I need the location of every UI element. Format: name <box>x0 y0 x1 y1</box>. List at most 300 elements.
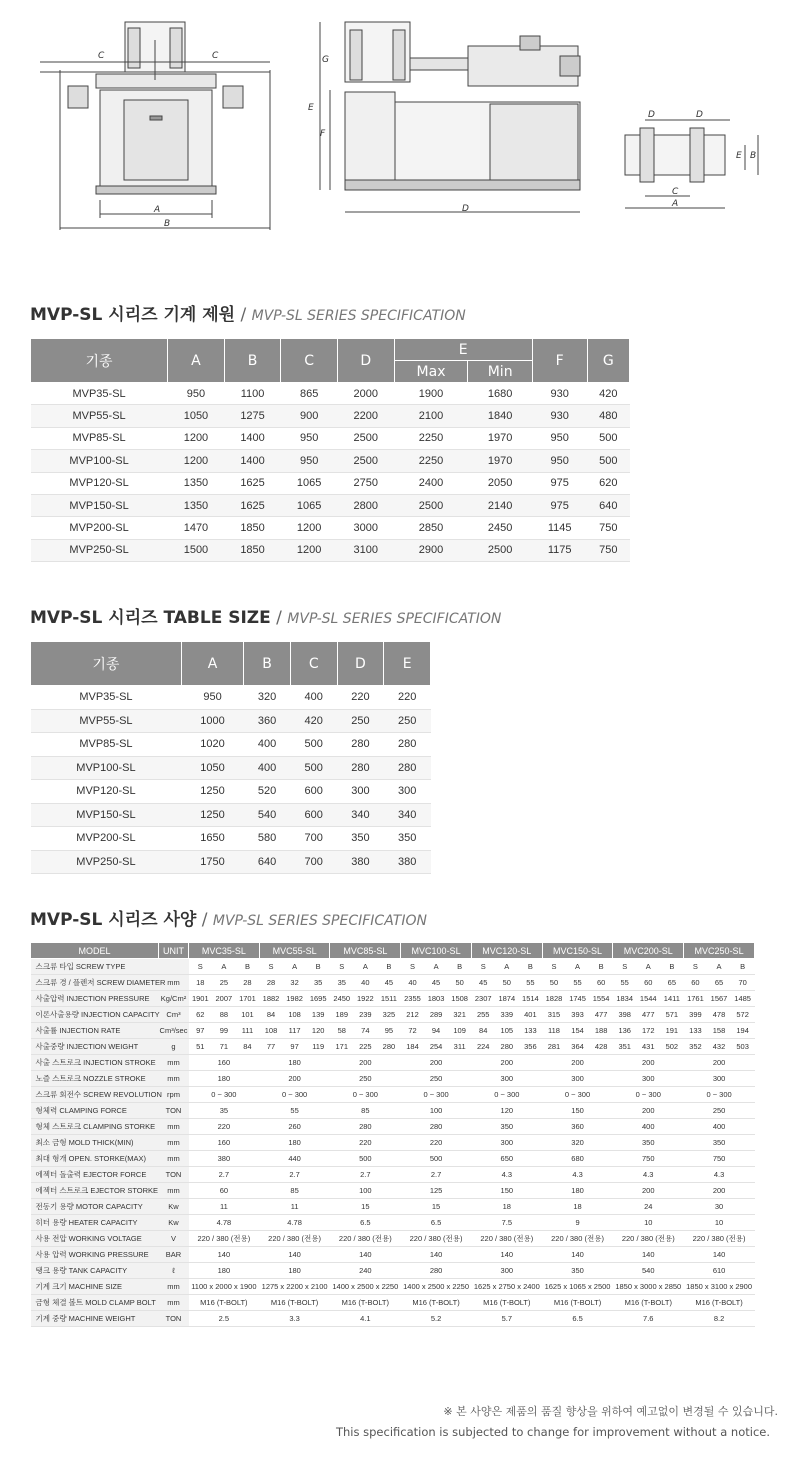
row-label: 노즐 스트로크 NOZZLE STROKE <box>31 1071 159 1087</box>
row-unit: Cm³ <box>159 1007 189 1023</box>
cell-value: 432 <box>707 1039 731 1055</box>
table-row <box>31 1279 755 1295</box>
cell-value: 398 <box>613 1007 637 1023</box>
cell-value: 120 <box>306 1023 330 1039</box>
row-unit: mm <box>159 1151 189 1167</box>
cell-value: 1745 <box>566 991 590 1007</box>
cell-value: 117 <box>283 1023 307 1039</box>
row-unit: mm <box>159 1135 189 1151</box>
table-row <box>31 383 630 405</box>
col-g: G <box>587 339 629 383</box>
cell-model: MVP150-SL <box>31 803 182 827</box>
cell-b: 520 <box>244 780 291 804</box>
cell-c: 1200 <box>281 517 338 539</box>
cell-value: 572 <box>731 1007 755 1023</box>
table-row <box>31 427 630 449</box>
drawing-label-d2: D <box>648 110 655 120</box>
cell-value: 18 <box>471 1199 542 1215</box>
cell-value: 2307 <box>471 991 495 1007</box>
cell-value: 300 <box>613 1071 684 1087</box>
table-row <box>31 827 431 851</box>
cell-value: S <box>401 959 425 975</box>
cell-value: 15 <box>330 1199 401 1215</box>
drawing-label-b1: B <box>164 219 171 229</box>
cell-value: 2.7 <box>259 1167 330 1183</box>
cell-value: 0 ~ 300 <box>401 1087 472 1103</box>
cell-value: 220 <box>401 1135 472 1151</box>
cell-emax: 2900 <box>394 539 468 561</box>
cell-value: 281 <box>542 1039 566 1055</box>
cell-emin: 1680 <box>468 383 532 405</box>
table-row <box>31 1023 755 1039</box>
cell-value: 380 <box>189 1151 260 1167</box>
cell-value: 339 <box>495 1007 519 1023</box>
cell-value: 50 <box>495 975 519 991</box>
cell-value: 8.2 <box>684 1311 755 1327</box>
cell-value: S <box>330 959 354 975</box>
drawing-label-d3: D <box>696 110 703 120</box>
table-row <box>31 1151 755 1167</box>
cell-a: 1750 <box>181 850 243 874</box>
table-row <box>31 1295 755 1311</box>
cell-a: 1350 <box>168 472 225 494</box>
cell-value: 4.3 <box>542 1167 613 1183</box>
cell-b: 400 <box>244 733 291 757</box>
cell-f: 930 <box>532 383 587 405</box>
cell-b: 1400 <box>224 427 281 449</box>
cell-value: 320 <box>542 1135 613 1151</box>
cell-model: MVP35-SL <box>31 686 182 710</box>
cell-model: MVP55-SL <box>31 405 168 427</box>
cell-model: MVP150-SL <box>31 494 168 516</box>
table-row <box>31 1215 755 1231</box>
cell-value: 1761 <box>684 991 708 1007</box>
cell-value: 350 <box>684 1135 755 1151</box>
cell-value: 220 <box>330 1135 401 1151</box>
cell-value: 200 <box>613 1183 684 1199</box>
cell-value: 105 <box>495 1023 519 1039</box>
cell-value: 15 <box>401 1199 472 1215</box>
row-unit: TON <box>159 1311 189 1327</box>
table-row <box>31 1167 755 1183</box>
cell-value: 140 <box>330 1247 401 1263</box>
cell-value: 300 <box>542 1071 613 1087</box>
cell-emin: 2140 <box>468 494 532 516</box>
cell-value: 45 <box>424 975 448 991</box>
cell-value: 120 <box>471 1103 542 1119</box>
cell-value: 0 ~ 300 <box>542 1087 613 1103</box>
cell-value: 118 <box>542 1023 566 1039</box>
col-model-name: MVC200-SL <box>613 943 684 959</box>
cell-value: M16 (T-BOLT) <box>542 1295 613 1311</box>
cell-c: 1065 <box>281 472 338 494</box>
table-row <box>31 1103 755 1119</box>
section1-subtitle: MVP-SL SERIES SPECIFICATION <box>251 308 466 324</box>
cell-a: 1050 <box>168 405 225 427</box>
cell-value: B <box>660 959 684 975</box>
cell-emin: 1970 <box>468 427 532 449</box>
section1-title <box>30 300 466 325</box>
row-label: 사출률 INJECTION RATE <box>31 1023 159 1039</box>
cell-emax: 1900 <box>394 383 468 405</box>
cell-emin: 2050 <box>468 472 532 494</box>
cell-value: B <box>306 959 330 975</box>
cell-model: MVP35-SL <box>31 383 168 405</box>
col-model-name: MVC250-SL <box>684 943 755 959</box>
cell-value: 200 <box>613 1103 684 1119</box>
cell-value: 1828 <box>542 991 566 1007</box>
cell-value: 255 <box>471 1007 495 1023</box>
cell-value: 6.5 <box>542 1311 613 1327</box>
cell-value: 28 <box>236 975 260 991</box>
cell-emin: 1840 <box>468 405 532 427</box>
cell-c: 865 <box>281 383 338 405</box>
cell-model: MVP100-SL <box>31 450 168 472</box>
cell-d: 280 <box>337 733 384 757</box>
cell-value: 4.1 <box>330 1311 401 1327</box>
cell-value: 70 <box>731 975 755 991</box>
cell-value: 171 <box>330 1039 354 1055</box>
cell-value: S <box>471 959 495 975</box>
table-row <box>31 450 630 472</box>
col-model-name: MVC35-SL <box>189 943 260 959</box>
cell-value: 300 <box>684 1071 755 1087</box>
cell-value: 356 <box>519 1039 543 1055</box>
cell-value: 4.3 <box>471 1167 542 1183</box>
drawing-label-g: G <box>322 55 329 65</box>
row-unit: mm <box>159 1279 189 1295</box>
cell-value: 60 <box>684 975 708 991</box>
cell-value: 1508 <box>448 991 472 1007</box>
cell-value: 350 <box>471 1119 542 1135</box>
cell-value: 133 <box>519 1023 543 1039</box>
table-row <box>31 1247 755 1263</box>
cell-value: 610 <box>684 1263 755 1279</box>
cell-d: 2200 <box>337 405 394 427</box>
cell-value: 85 <box>330 1103 401 1119</box>
cell-value: 351 <box>613 1039 637 1055</box>
cell-e: 340 <box>384 803 431 827</box>
cell-model: MVP120-SL <box>31 472 168 494</box>
cell-value: 3.3 <box>259 1311 330 1327</box>
cell-value: 477 <box>589 1007 613 1023</box>
cell-value: 119 <box>306 1039 330 1055</box>
cell-c: 900 <box>281 405 338 427</box>
drawing-label-c2: C <box>212 51 219 61</box>
cell-a: 1250 <box>181 803 243 827</box>
cell-value: A <box>283 959 307 975</box>
cell-value: B <box>731 959 755 975</box>
cell-value: 200 <box>613 1055 684 1071</box>
cell-value: 172 <box>636 1023 660 1039</box>
cell-value: S <box>189 959 213 975</box>
cell-value: 1400 x 2500 x 2250 <box>401 1279 472 1295</box>
cell-value: 191 <box>660 1023 684 1039</box>
section3-title-ko: MVP-SL 시리즈 사양 <box>30 910 197 930</box>
cell-c: 600 <box>290 780 337 804</box>
cell-c: 950 <box>281 450 338 472</box>
row-unit: TON <box>159 1167 189 1183</box>
cell-f: 1175 <box>532 539 587 561</box>
cell-value: 220 / 380 (전용) <box>259 1231 330 1247</box>
cell-value: 1567 <box>707 991 731 1007</box>
cell-value: 1625 x 2750 x 2400 <box>471 1279 542 1295</box>
cell-model: MVP55-SL <box>31 709 182 733</box>
drawing-label-e1: E <box>308 103 314 113</box>
cell-b: 1100 <box>224 383 281 405</box>
section3-sep: / <box>196 910 213 930</box>
cell-b: 1275 <box>224 405 281 427</box>
cell-value: 250 <box>330 1071 401 1087</box>
cell-model: MVP250-SL <box>31 850 182 874</box>
col-e: E <box>384 642 431 686</box>
cell-e: 380 <box>384 850 431 874</box>
cell-value: 1695 <box>306 991 330 1007</box>
row-label: 스크류 타입 SCREW TYPE <box>31 959 159 975</box>
table-row <box>31 1199 755 1215</box>
cell-value: 4.78 <box>259 1215 330 1231</box>
col-model-name: MVC85-SL <box>330 943 401 959</box>
cell-c: 700 <box>290 850 337 874</box>
cell-value: B <box>448 959 472 975</box>
cell-a: 1200 <box>168 427 225 449</box>
row-label: 사용 전압 WORKING VOLTAGE <box>31 1231 159 1247</box>
cell-value: 1485 <box>731 991 755 1007</box>
cell-value: 6.5 <box>330 1215 401 1231</box>
table-row <box>31 1087 755 1103</box>
cell-value: 2007 <box>212 991 236 1007</box>
row-label: 에젝터 스트로크 EJECTOR STORKE <box>31 1183 159 1199</box>
cell-value: 315 <box>542 1007 566 1023</box>
row-label: 기계 크기 MACHINE SIZE <box>31 1279 159 1295</box>
cell-f: 975 <box>532 472 587 494</box>
table-row <box>31 1183 755 1199</box>
cell-value: 140 <box>401 1247 472 1263</box>
cell-g: 640 <box>587 494 629 516</box>
table-row <box>31 494 630 516</box>
col-c: C <box>281 339 338 383</box>
row-label: 탱크 용량 TANK CAPACITY <box>31 1263 159 1279</box>
table-row <box>31 1055 755 1071</box>
cell-value: 200 <box>684 1183 755 1199</box>
section2-sep: / <box>270 608 288 628</box>
cell-value: 4.3 <box>613 1167 684 1183</box>
drawing-label-c3: C <box>672 187 679 197</box>
table-row <box>31 405 630 427</box>
cell-value: 325 <box>377 1007 401 1023</box>
cell-value: 60 <box>589 975 613 991</box>
cell-value: 101 <box>236 1007 260 1023</box>
drawing-label-e2: E <box>736 151 742 161</box>
cell-value: 25 <box>212 975 236 991</box>
cell-value: 150 <box>471 1183 542 1199</box>
cell-d: 2500 <box>337 450 394 472</box>
cell-value: 250 <box>401 1071 472 1087</box>
cell-value: 1834 <box>613 991 637 1007</box>
row-unit: mm <box>159 1119 189 1135</box>
table-row <box>31 1135 755 1151</box>
cell-value: 35 <box>189 1103 260 1119</box>
cell-value: 140 <box>613 1247 684 1263</box>
cell-value: 194 <box>731 1023 755 1039</box>
cell-d: 220 <box>337 686 384 710</box>
table-row <box>31 780 431 804</box>
cell-value: 100 <box>330 1183 401 1199</box>
cell-value: S <box>613 959 637 975</box>
cell-value: 0 ~ 300 <box>259 1087 330 1103</box>
cell-value: S <box>684 959 708 975</box>
cell-value: 1982 <box>283 991 307 1007</box>
cell-d: 2500 <box>337 427 394 449</box>
cell-value: 220 / 380 (전용) <box>471 1231 542 1247</box>
notice-english: This specification is subjected to change for improvement without a notice. <box>335 1425 770 1439</box>
cell-b: 1400 <box>224 450 281 472</box>
cell-value: 136 <box>613 1023 637 1039</box>
cell-value: M16 (T-BOLT) <box>189 1295 260 1311</box>
cell-value: B <box>377 959 401 975</box>
cell-model: MVP120-SL <box>31 780 182 804</box>
cell-value: 111 <box>236 1023 260 1039</box>
col-f: F <box>532 339 587 383</box>
section1-sep: / <box>235 305 252 325</box>
cell-value: 2.7 <box>189 1167 260 1183</box>
section3-subtitle: MVP-SL SERIES SPECIFICATION <box>212 913 427 929</box>
row-unit: rpm <box>159 1087 189 1103</box>
cell-value: 180 <box>259 1263 330 1279</box>
cell-value: B <box>519 959 543 975</box>
table-row <box>31 1311 755 1327</box>
cell-value: 11 <box>259 1199 330 1215</box>
cell-value: 503 <box>731 1039 755 1055</box>
machine-spec-table <box>30 338 630 562</box>
cell-value: 10 <box>684 1215 755 1231</box>
cell-value: 40 <box>354 975 378 991</box>
table-row <box>31 733 431 757</box>
front-view-drawing <box>40 22 270 230</box>
drawing-label-b2: B <box>750 151 757 161</box>
cell-value: 350 <box>542 1263 613 1279</box>
cell-c: 500 <box>290 733 337 757</box>
cell-value: 45 <box>377 975 401 991</box>
cell-c: 500 <box>290 756 337 780</box>
col-model-name: MVC150-SL <box>542 943 613 959</box>
col-c: C <box>290 642 337 686</box>
cell-value: 58 <box>330 1023 354 1039</box>
cell-value: M16 (T-BOLT) <box>684 1295 755 1311</box>
cell-value: 0 ~ 300 <box>330 1087 401 1103</box>
cell-f: 1145 <box>532 517 587 539</box>
machine-drawings <box>0 0 802 250</box>
cell-value: 220 / 380 (전용) <box>684 1231 755 1247</box>
drawing-label-a2: A <box>672 199 679 209</box>
cell-value: 1100 x 2000 x 1900 <box>189 1279 260 1295</box>
cell-value: 72 <box>401 1023 425 1039</box>
col-model-name: MVC120-SL <box>471 943 542 959</box>
cell-value: 32 <box>283 975 307 991</box>
cell-c: 420 <box>290 709 337 733</box>
cell-value: 300 <box>471 1135 542 1151</box>
cell-value: 65 <box>660 975 684 991</box>
cell-value: 4.78 <box>189 1215 260 1231</box>
row-label: 최대 형개 OPEN. STORKE(MAX) <box>31 1151 159 1167</box>
cell-value: 30 <box>684 1199 755 1215</box>
cell-value: 0 ~ 300 <box>189 1087 260 1103</box>
cell-value: 24 <box>613 1199 684 1215</box>
notice-korean: ※ 본 사양은 제품의 품질 향상을 위하여 예고없이 변경될 수 있습니다. <box>443 1405 778 1418</box>
row-unit: mm <box>159 1183 189 1199</box>
cell-value: 184 <box>401 1039 425 1055</box>
drawing-label-c1: C <box>98 51 105 61</box>
cell-value: 35 <box>330 975 354 991</box>
cell-value: 200 <box>259 1071 330 1087</box>
cell-value: 180 <box>259 1135 330 1151</box>
cell-value: 160 <box>189 1135 260 1151</box>
cell-value: 150 <box>542 1103 613 1119</box>
col-d: D <box>337 339 394 383</box>
cell-g: 480 <box>587 405 629 427</box>
cell-value: 224 <box>471 1039 495 1055</box>
cell-value: 650 <box>471 1151 542 1167</box>
cell-a: 1200 <box>168 450 225 472</box>
cell-emin: 2500 <box>468 539 532 561</box>
cell-f: 930 <box>532 405 587 427</box>
cell-value: 440 <box>259 1151 330 1167</box>
cell-value: 280 <box>330 1119 401 1135</box>
cell-value: 220 / 380 (전용) <box>330 1231 401 1247</box>
col-a: A <box>181 642 243 686</box>
cell-emax: 2100 <box>394 405 468 427</box>
cell-value: 225 <box>354 1039 378 1055</box>
cell-d: 3100 <box>337 539 394 561</box>
col-model-name: MVC100-SL <box>401 943 472 959</box>
cell-value: 280 <box>377 1039 401 1055</box>
cell-emin: 2450 <box>468 517 532 539</box>
cell-value: 289 <box>424 1007 448 1023</box>
cell-value: 189 <box>330 1007 354 1023</box>
cell-b: 400 <box>244 756 291 780</box>
cell-a: 1500 <box>168 539 225 561</box>
table-row <box>31 1263 755 1279</box>
cell-c: 600 <box>290 803 337 827</box>
cell-value: 125 <box>401 1183 472 1199</box>
cell-value: 571 <box>660 1007 684 1023</box>
cell-value: 350 <box>613 1135 684 1151</box>
row-unit: ℓ <box>159 1263 189 1279</box>
table-row <box>31 991 755 1007</box>
section2-subtitle: MVP-SL SERIES SPECIFICATION <box>287 611 502 627</box>
cell-value: 7.5 <box>471 1215 542 1231</box>
cell-value: 300 <box>471 1263 542 1279</box>
cell-value: M16 (T-BOLT) <box>401 1295 472 1311</box>
cell-value: 5.7 <box>471 1311 542 1327</box>
cell-value: 311 <box>448 1039 472 1055</box>
cell-c: 400 <box>290 686 337 710</box>
cell-b: 360 <box>244 709 291 733</box>
cell-value: A <box>707 959 731 975</box>
cell-value: 84 <box>236 1039 260 1055</box>
cell-e: 300 <box>384 780 431 804</box>
cell-c: 950 <box>281 427 338 449</box>
cell-value: 140 <box>189 1247 260 1263</box>
row-label: 금형 체결 볼트 MOLD CLAMP BOLT <box>31 1295 159 1311</box>
cell-value: 140 <box>542 1247 613 1263</box>
cell-value: 2.5 <box>189 1311 260 1327</box>
row-unit: Kw <box>159 1199 189 1215</box>
cell-value: 1882 <box>259 991 283 1007</box>
cell-value: 1514 <box>519 991 543 1007</box>
cell-value: A <box>566 959 590 975</box>
cell-value: 280 <box>401 1263 472 1279</box>
